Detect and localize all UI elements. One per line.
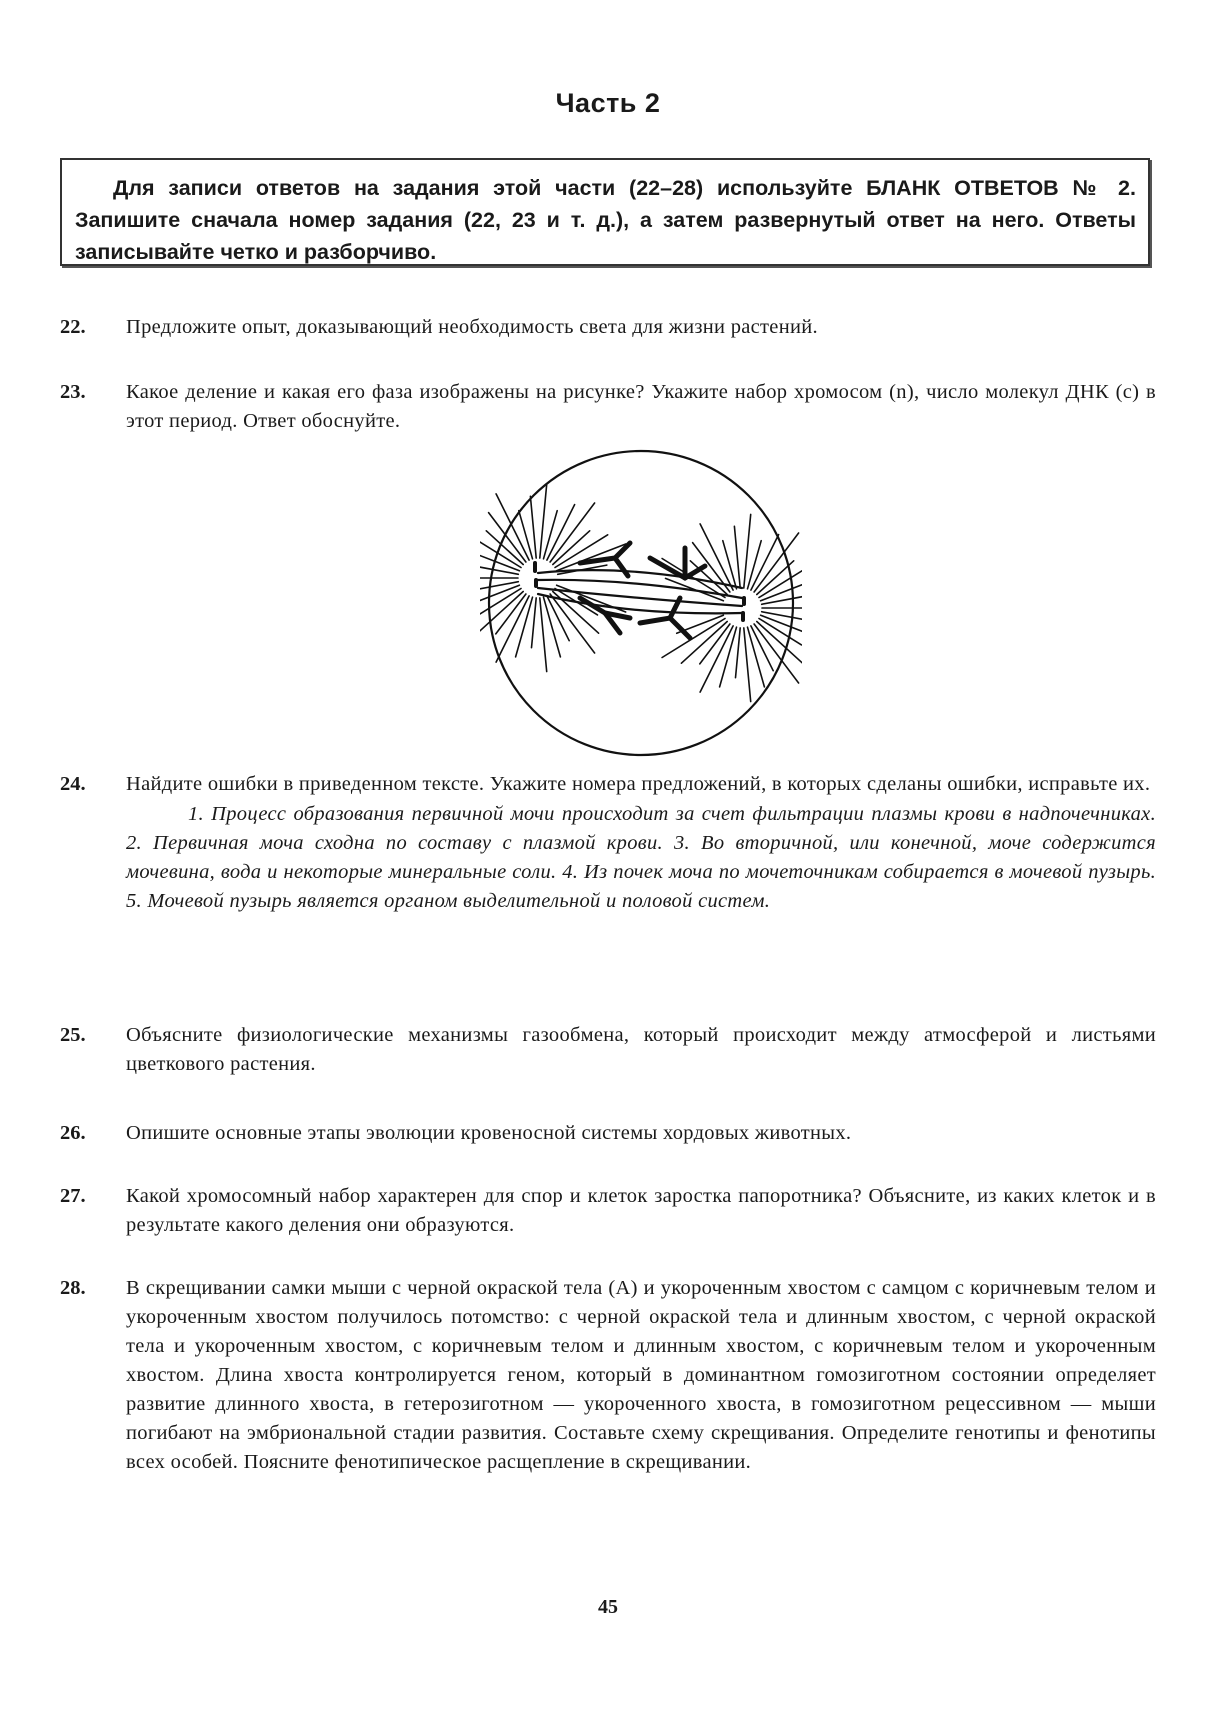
aster-ray (761, 574, 802, 601)
aster-ray (734, 526, 740, 588)
task-prompt: Найдите ошибки в приведенном тексте. Укажите номера предложений, в которых сделаны ошибки, исправьте их. (126, 773, 1151, 795)
aster-ray (480, 565, 518, 574)
aster-ray (744, 514, 751, 588)
task-27 (60, 1182, 1156, 1240)
aster-ray (540, 484, 547, 558)
task-28 (60, 1274, 1156, 1477)
task-number: 27. (60, 1185, 86, 1207)
aster-ray (540, 598, 547, 672)
aster-ray (532, 598, 537, 648)
task-number: 22. (60, 316, 86, 338)
instruction-box: Для записи ответов на задания этой части (22–28) используйте БЛАНК ОТВЕТОВ № 2. Запишите сначала номер задания (22, 23 и т. д.), а затем развернутый ответ на него. Ответы записывайте четко и разборчиво. (60, 158, 1150, 266)
aster-ray (744, 628, 751, 702)
task-25 (60, 1021, 1156, 1079)
task-text: Какой хромосомный набор характерен для спор и клеток заростка папоротника? Объясните, из каких клеток и в результате какого деления они образуются. (126, 1185, 1156, 1236)
aster-ray (761, 615, 802, 642)
aster-ray (496, 594, 526, 634)
aster-ray (736, 628, 741, 678)
task-text (126, 770, 1156, 916)
task-number: 25. (60, 1024, 86, 1046)
task-22 (60, 313, 1156, 342)
page-number: 45 (598, 1596, 618, 1618)
task-text: Предложите опыт, доказывающий необходимость света для жизни растений. (126, 316, 818, 338)
aster-ray (700, 624, 730, 664)
task-number: 26. (60, 1122, 86, 1144)
task-23 (60, 378, 1156, 436)
task-number: 23. (60, 381, 86, 403)
chromosomes (580, 543, 705, 638)
task-26 (60, 1119, 1156, 1148)
page-title: Часть 2 (555, 88, 661, 118)
left-aster (480, 484, 626, 671)
task-quote: 1. Процесс образования первичной мочи происходит за счет фильтрации плазмы крови в надпочечниках. 2. Первичная моча сходна по составу с плазмой крови. 3. Во вторичной, или конечной, моче содержится мочевина, вода и некоторые минеральные соли. 4. Из почек моча по мочеточникам собирается в мочевой пузырь. 5. Мочевой пузырь является органом выделительной и половой систем. (126, 803, 1156, 912)
cell-membrane (489, 451, 793, 755)
task-text: Опишите основные этапы эволюции кровеносной системы хордовых животных. (126, 1122, 852, 1144)
aster-ray (762, 595, 802, 604)
task-number: 24. (60, 773, 86, 795)
task-text: В скрещивании самки мыши с черной окраской тела (А) и укороченным хвостом с самцом с коричневым телом и укороченным хвостом получилось потомство: с черной окраской тела и длинным хвостом, с черной окраской тела и укороченным хвостом, с коричневым телом и длинным хвостом, с коричневым телом и укороченным хвостом. Длина хвоста контролируется геном, который в доминантном гомозиготном состоянии определяет развитие длинного хвоста, в гетерозиготном — укороченного хвоста, в гомозиготном рецессивном — мыши погибают на эмбриональной стадии развития. Составьте схему скрещивания. Определите генотипы и фенотипы всех особей. Поясните фенотипическое расщепление в скрещивании. (126, 1277, 1156, 1473)
task-24 (60, 770, 1156, 916)
task-text: Объясните физиологические механизмы газообмена, который происходит между атмосферой и листьями цветкового растения. (126, 1024, 1156, 1075)
task-text: Какое деление и какая его фаза изображены на рисунке? Укажите набор хромосом (n), число молекул ДНК (c) в этот период. Ответ обоснуйте. (126, 381, 1156, 432)
cell-division-figure (480, 448, 802, 758)
aster-ray (530, 496, 536, 558)
task-number: 28. (60, 1277, 86, 1299)
